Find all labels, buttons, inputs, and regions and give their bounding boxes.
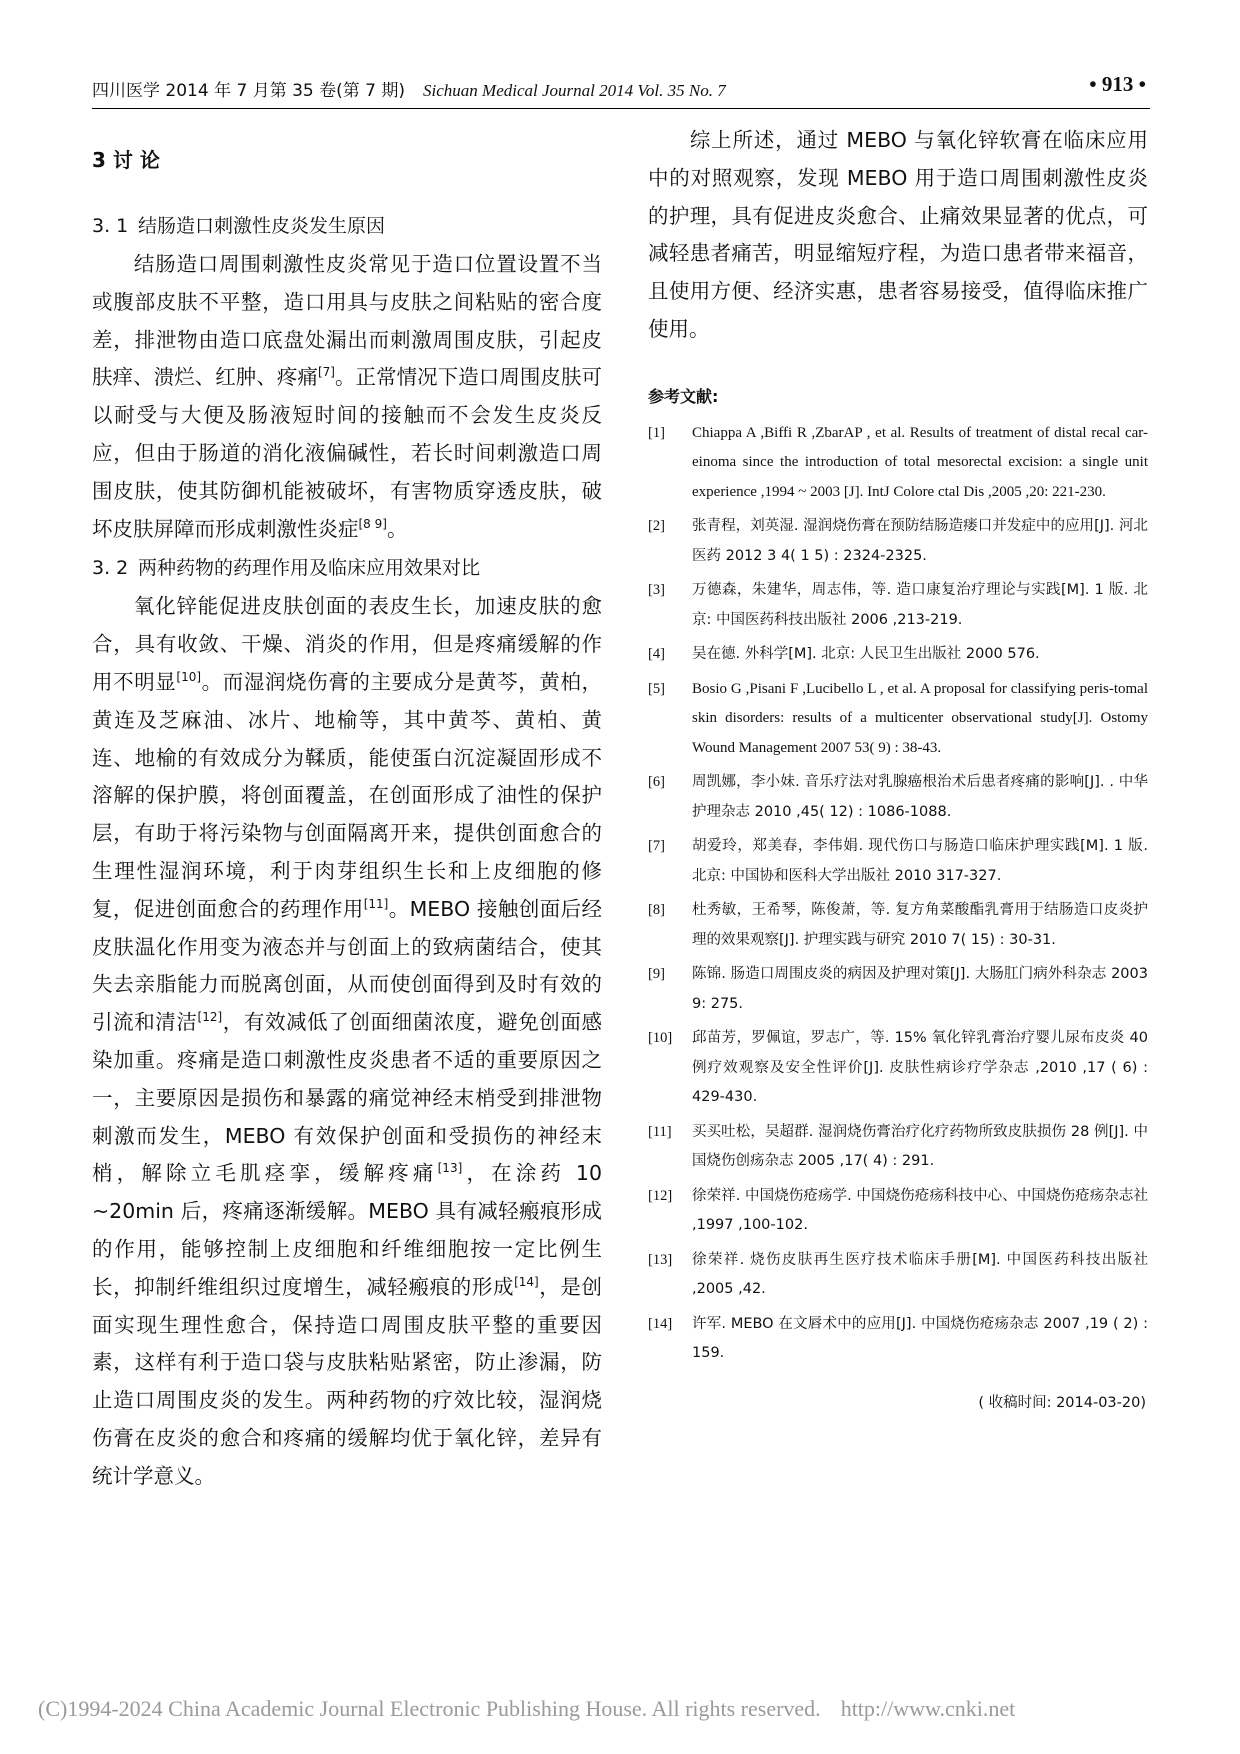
paragraph-text: 。MEBO 接触创面后经皮肤温化作用变为液态并与创面上的致病菌结合，使其失去亲脂能力而脱离创面，从而使创面得到及时有效的引流和清洁 [92,896,603,1035]
right-column [648,122,1148,1412]
reference-text: 胡爱玲，郑美春，李伟娟. 现代伤口与肠造口临床护理实践[M]. 1 版. 北京: 中国协和医科大学出版社 2010 317-327. [692,838,1148,884]
reference-text: 吴在德. 外科学[M]. 北京: 人民卫生出版社 2000 576. [692,646,1040,663]
citation: [14] [514,1274,539,1289]
reference-text: 邱苗芳，罗佩谊，罗志广，等. 15% 氧化锌乳膏治疗婴儿尿布皮炎 40 例疗效观察及安全性评价[J]. 皮肤性病诊疗学杂志 ,2010 ,17 ( 6) : 429-430. [692,1030,1148,1106]
reference-item [648,1246,1148,1305]
subsection-title: 两种药物的药理作用及临床应用效果对比 [138,557,481,580]
reference-number: [14] [648,1315,673,1332]
paragraph-text: 。 [386,516,408,541]
reference-item [648,1118,1148,1177]
journal-name-cn: 四川医学 2014 年 7 月第 35 卷(第 7 期) [92,81,406,101]
subsection-title: 结肠造口刺激性皮炎发生原因 [138,215,386,237]
subsection-heading-1 [92,206,602,246]
reference-text: 张青程，刘英湿. 湿润烧伤膏在预防结肠造瘘口并发症中的应用[J]. 河北医药 2012 3 4( 1 5) : 2324-2325. [692,518,1148,564]
page-number: • 913 • [1089,72,1146,96]
reference-number: [3] [648,582,665,599]
reference-item [648,419,1148,508]
reference-item [648,576,1148,635]
reference-number: [4] [648,646,665,663]
reference-text: 万德森，朱建华，周志伟，等. 造口康复治疗理论与实践[M]. 1 版. 北京: 中国医药科技出版社 2006 ,213-219. [692,582,1148,628]
subsection-number: 3. 1 [92,215,129,237]
reference-item [648,960,1148,1019]
reference-text: 许军. MEBO 在文唇术中的应用[J]. 中国烧伤疮疡杂志 2007 ,19 ( 2) : 159. [692,1315,1148,1362]
reference-number: [13] [648,1251,673,1268]
received-date: ( 收稿时间: 2014-03-20) [978,1394,1146,1411]
reference-item [648,675,1148,764]
reference-item [648,1182,1148,1241]
running-header [92,72,1150,106]
reference-item [648,768,1148,827]
citation: [13] [437,1161,463,1176]
citation: [10] [176,669,202,684]
citation: [8 9] [358,516,387,531]
reference-item [648,640,1148,670]
citation: [12] [197,1010,223,1025]
copyright-text: (C)1994-2024 China Academic Journal Electronic Publishing House. All rights reserved. [38,1696,821,1721]
citation: [7] [317,365,335,380]
journal-citation [92,76,726,101]
paragraph-causes [92,246,602,548]
reference-text: Chiappa A ,Biffi R ,ZbarAP , et al. Results of treatment of distal recal car-einoma since the introduction of total mesorectal excision: a single unit experience ,1994 ~ 2003 [J]. IntJ Colore ctal Dis ,2005 ,20: 221-230. [692,424,1148,500]
subsection-number: 3. 2 [92,557,129,580]
reference-list [648,419,1148,1369]
reference-item [648,1310,1148,1369]
reference-text: 徐荣祥. 烧伤皮肤再生医疗技术临床手册[M]. 中国医药科技出版社 ,2005 ,42. [692,1251,1148,1298]
left-column [92,138,602,1496]
header-rule [92,108,1150,109]
paragraph-conclusion [648,122,1148,349]
paragraph-pharmacology [92,588,602,1495]
paragraph-text: 结肠造口周围刺激性皮炎常见于造口位置设置不当或腹部皮肤不平整，造口用具与皮肤之间粘贴的密合度差，排泄物由造口底盘处漏出而刺激周围皮肤，引起皮肤痒、溃烂、红肿、疼痛 [92,252,602,390]
reference-item [648,896,1148,955]
paragraph-text: ，有效减低了创面细菌浓度，避免创面感染加重。疼痛是造口刺激性皮炎患者不适的重要原因之一，主要原因是损伤和暴露的痛觉神经末梢受到排泄物刺激而发生，MEBO 有效保护创面和受损伤的神经末梢，解除立毛肌痉挛，缓解疼痛 [92,1010,603,1186]
reference-number: [8] [648,902,665,919]
reference-number: [1] [648,424,665,441]
references-title: 参考文献: [648,386,719,406]
paragraph-text: ，是创面实现生理性愈合，保持造口周围皮肤平整的重要因素，这样有利于造口袋与皮肤粘贴紧密，防止渗漏，防止造口周围皮炎的发生。两种药物的疗效比较，湿润烧伤膏在皮炎的愈合和疼痛的缓解均优于氧化锌，差异有统计学意义。 [92,1274,603,1488]
reference-number: [7] [648,838,665,855]
footer-url: http://www.cnki.net [840,1696,1016,1721]
section-title: 3 讨 论 [92,148,160,172]
reference-text: 周凯娜，李小妹. 音乐疗法对乳腺癌根治术后患者疼痛的影响[J]. . 中华护理杂志 2010 ,45( 12) : 1086-1088. [692,774,1148,820]
reference-number: [9] [648,966,665,983]
reference-item [648,1024,1148,1113]
reference-number: [2] [648,518,665,535]
reference-text: Bosio G ,Pisani F ,Lucibello L , et al. A proposal for classifying peris-tomal skin disorders: results of a multicenter observational study[J]. Ostomy Wound Management 2007 53( 9) : 38-43. [692,680,1148,756]
subsection-heading-2 [92,548,602,588]
paragraph-text: 氧化锌能促进皮肤创面的表皮生长，加速皮肤的愈合，具有收敛、干燥、消炎的作用，但是疼痛缓解的作用不明显 [92,594,602,694]
reference-number: [6] [648,774,665,791]
journal-name-en: Sichuan Medical Journal 2014 Vol. 35 No. 7 [423,81,726,100]
reference-text: 徐荣祥. 中国烧伤疮疡学. 中国烧伤疮疡科技中心、中国烧伤疮疡杂志社 ,1997 ,100-102. [692,1187,1148,1234]
paragraph-text: 。正常情况下造口周围皮肤可以耐受与大便及肠液短时间的接触而不会发生皮炎反应，但由于肠道的消化液偏碱性，若长时间刺激造口周围皮肤，使其防御机能被破坏，有害物质穿透皮肤，破坏皮肤屏障而形成刺激性炎症 [92,365,603,541]
reference-item [648,512,1148,571]
reference-text: 陈锦. 肠造口周围皮炎的病因及护理对策[J]. 大肠肛门病外科杂志 2003 9: 275. [692,966,1148,1012]
reference-text: 杜秀敏，王希琴，陈俊萧，等. 复方角菜酸酯乳膏用于结肠造口皮炎护理的效果观察[J]. 护理实践与研究 2010 7( 15) : 30-31. [692,902,1148,948]
reference-text: 买买吐松，吴超群. 湿润烧伤膏治疗化疗药物所致皮肤损伤 28 例[J]. 中国烧伤创疡杂志 2005 ,17( 4) : 291. [692,1123,1148,1170]
reference-item [648,832,1148,891]
citation: [11] [363,896,389,911]
paragraph-text: 。而湿润烧伤膏的主要成分是黄芩，黄柏，黄连及芝麻油、冰片、地榆等，其中黄芩、黄柏、黄连、地榆的有效成分为鞣质，能使蛋白沉淀凝固形成不溶解的保护膜，将创面覆盖，在创面形成了油性的保护层，有助于将污染物与创面隔离开来，提供创面愈合的生理性湿润环境，利于肉芽组织生长和上皮细胞的修复，促进创面愈合的药理作用 [92,669,603,921]
reference-number: [11] [648,1123,672,1140]
copyright-footer [38,1696,1015,1722]
paragraph-text: 综上所述，通过 MEBO 与氧化锌软膏在临床应用中的对照观察，发现 MEBO 用于造口周围刺激性皮炎的护理，具有促进皮炎愈合、止痛效果显著的优点，可减轻患者痛苦，明显缩短疗程，为造口患者带来福音，且使用方便、经济实惠，患者容易接受，值得临床推广使用。 [648,128,1148,341]
paragraph-text: ，在涂药 10 ~20min 后，疼痛逐渐缓解。MEBO 具有减轻瘢痕形成的作用，能够控制上皮细胞和纤维细胞按一定比例生长，抑制纤维组织过度增生，减轻瘢痕的形成 [92,1161,602,1299]
reference-number: [5] [648,680,665,697]
reference-number: [12] [648,1187,673,1204]
reference-number: [10] [648,1030,673,1047]
